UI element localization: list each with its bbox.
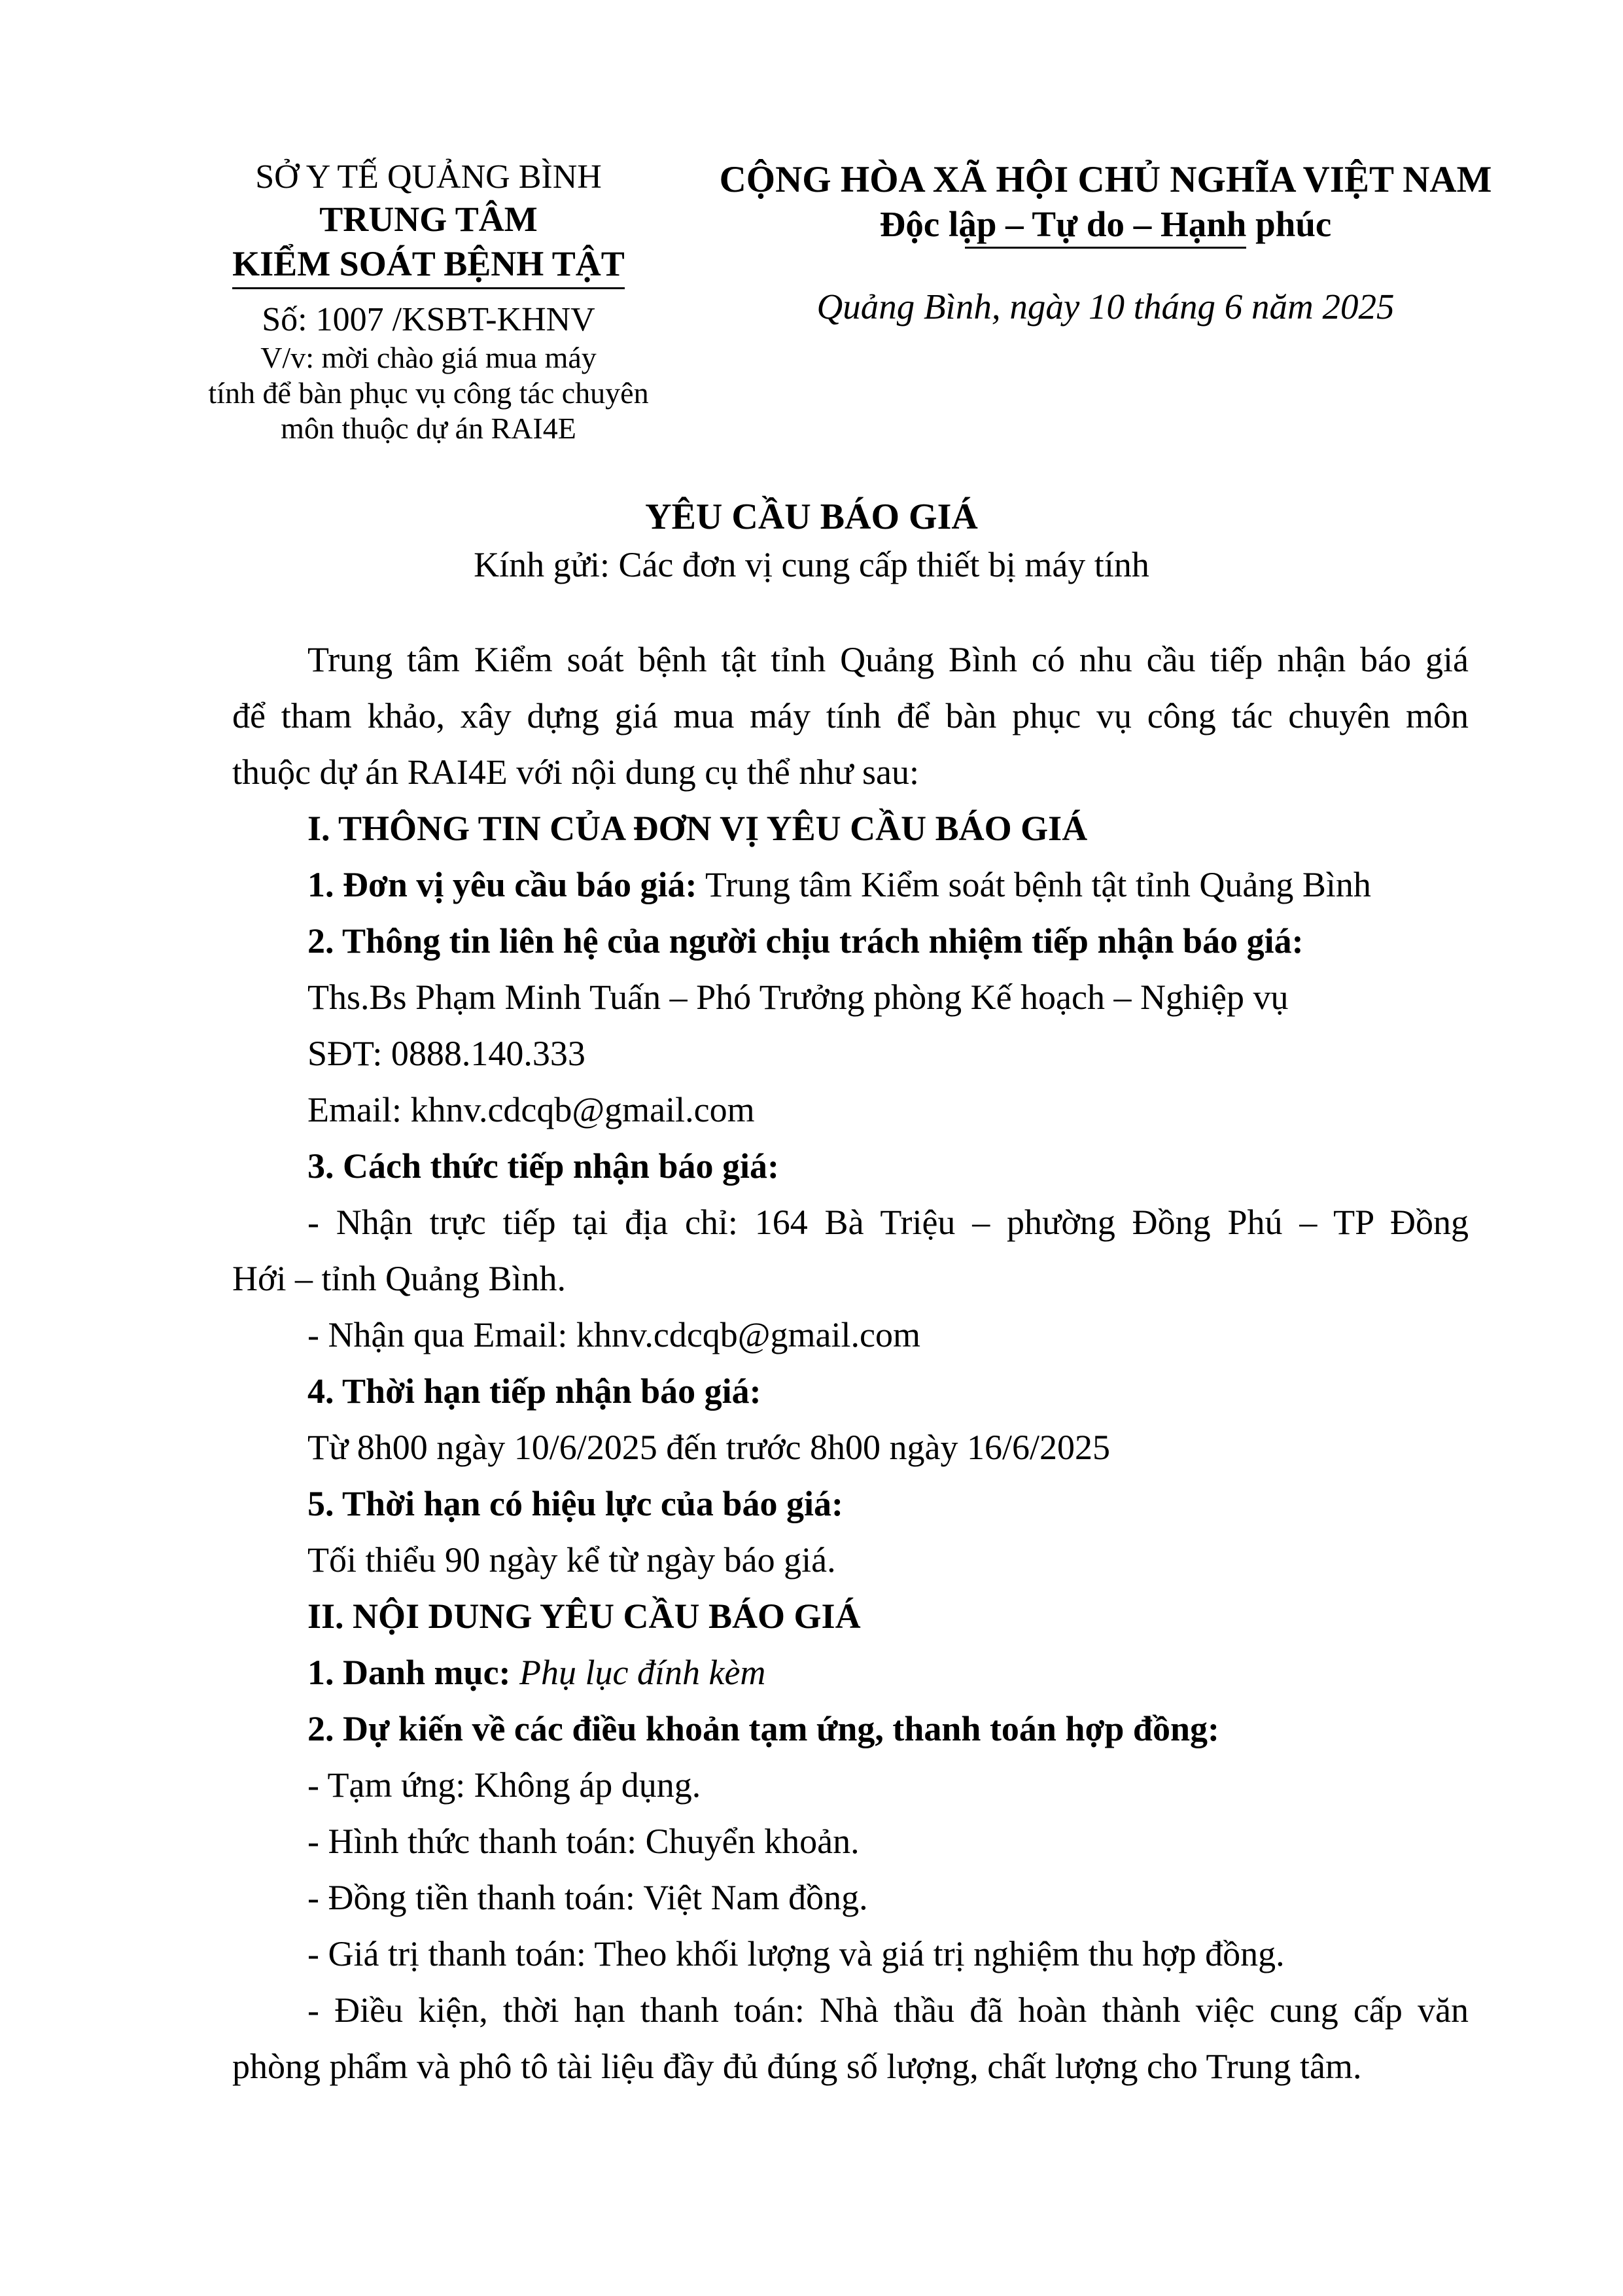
section-1-item-5-label: 5. Thời hạn có hiệu lực của báo giá: bbox=[307, 1484, 843, 1523]
parent-organization: SỞ Y TẾ QUẢNG BÌNH bbox=[255, 158, 602, 196]
payment-currency: - Đồng tiền thanh toán: Việt Nam đồng. bbox=[307, 1878, 868, 1917]
organization-name-line-1: TRUNG TÂM bbox=[319, 200, 538, 239]
subject-line-1: V/v: mời chào giá mua máy bbox=[260, 341, 597, 374]
subject-line-3: môn thuộc dự án RAI4E bbox=[281, 412, 576, 445]
section-1-item-4-label: 4. Thời hạn tiếp nhận báo giá: bbox=[307, 1371, 761, 1411]
item-value: Trung tâm Kiểm soát bệnh tật tỉnh Quảng Bình bbox=[697, 865, 1371, 904]
section-2-item-1 bbox=[232, 1644, 1469, 1701]
section-1-item-3-label: 3. Cách thức tiếp nhận báo giá: bbox=[307, 1146, 779, 1186]
greeting: Kính gửi: Các đơn vị cung cấp thiết bị máy tính bbox=[474, 545, 1149, 584]
section-2-item-2-label: 2. Dự kiến về các điều khoản tạm ứng, thanh toán hợp đồng: bbox=[307, 1709, 1219, 1748]
national-motto bbox=[880, 203, 1332, 246]
place-and-date: Quảng Bình, ngày 10 tháng 6 năm 2025 bbox=[816, 287, 1395, 327]
country-name: CỘNG HÒA XÃ HỘI CHỦ NGHĨA VIỆT NAM bbox=[719, 159, 1492, 200]
section-1-item-2-label: 2. Thông tin liên hệ của người chịu trách nhiệm tiếp nhận báo giá: bbox=[307, 921, 1304, 961]
payment-method: - Hình thức thanh toán: Chuyển khoản. bbox=[307, 1822, 860, 1861]
item-label: 1. Danh mục: bbox=[307, 1653, 511, 1692]
document-number: Số: 1007 /KSBT-KHNV bbox=[262, 301, 595, 338]
contact-name: Ths.Bs Phạm Minh Tuấn – Phó Trưởng phòng Kế hoạch – Nghiệp vụ bbox=[307, 978, 1289, 1017]
national-motto-text: Độc lập – Tự do – Hạnh phúc bbox=[879, 204, 1332, 244]
section-2-heading: II. NỘI DUNG YÊU CẦU BÁO GIÁ bbox=[307, 1597, 861, 1636]
document-title: YÊU CẦU BÁO GIÁ bbox=[645, 497, 978, 537]
item-value: Phụ lục đính kèm bbox=[519, 1653, 766, 1692]
intro-line-3: thuộc dự án RAI4E với nội dung cụ thể như sau: bbox=[232, 752, 919, 792]
organization-name-underlined: KIỂM SOÁT BỆNH TẬT bbox=[232, 244, 625, 289]
document-body bbox=[232, 631, 1469, 2094]
advance-payment: - Tạm ứng: Không áp dụng. bbox=[307, 1765, 701, 1805]
payment-value: - Giá trị thanh toán: Theo khối lượng và giá trị nghiệm thu hợp đồng. bbox=[307, 1934, 1285, 1973]
receive-direct-line-1: - Nhận trực tiếp tại địa chỉ: 164 Bà Triệu – phường Đồng Phú – TP Đồng bbox=[307, 1203, 1469, 1242]
receive-direct-line-2: Hới – tỉnh Quảng Bình. bbox=[232, 1259, 567, 1298]
section-1-item-1 bbox=[232, 857, 1469, 913]
organization-name-line-2 bbox=[232, 241, 625, 287]
receive-email: - Nhận qua Email: khnv.cdcqb@gmail.com bbox=[307, 1315, 920, 1354]
item-label: 1. Đơn vị yêu cầu báo giá: bbox=[307, 865, 697, 904]
payment-condition-line-1: - Điều kiện, thời hạn thanh toán: Nhà thầu đã hoàn thành việc cung cấp văn bbox=[307, 1990, 1469, 2030]
section-1-heading: I. THÔNG TIN CỦA ĐƠN VỊ YÊU CẦU BÁO GIÁ bbox=[307, 809, 1088, 848]
national-header bbox=[700, 157, 1511, 328]
issuer-block bbox=[203, 157, 654, 446]
contact-email: Email: khnv.cdcqb@gmail.com bbox=[307, 1090, 755, 1129]
payment-condition-line-2: phòng phẩm và phô tô tài liệu đầy đủ đúng số lượng, chất lượng cho Trung tâm. bbox=[232, 2047, 1362, 2086]
subject-line-2: tính để bàn phục vụ công tác chuyên bbox=[208, 376, 649, 410]
contact-phone: SĐT: 0888.140.333 bbox=[307, 1034, 585, 1073]
intro-line-2: để tham khảo, xây dựng giá mua máy tính để bàn phục vụ công tác chuyên môn bbox=[232, 696, 1469, 735]
intro-line-1: Trung tâm Kiểm soát bệnh tật tỉnh Quảng Bình có nhu cầu tiếp nhận báo giá bbox=[307, 640, 1469, 679]
quote-validity: Tối thiểu 90 ngày kể từ ngày báo giá. bbox=[307, 1540, 836, 1580]
motto-underline bbox=[965, 247, 1247, 249]
receive-deadline: Từ 8h00 ngày 10/6/2025 đến trước 8h00 ngày 16/6/2025 bbox=[307, 1428, 1110, 1467]
